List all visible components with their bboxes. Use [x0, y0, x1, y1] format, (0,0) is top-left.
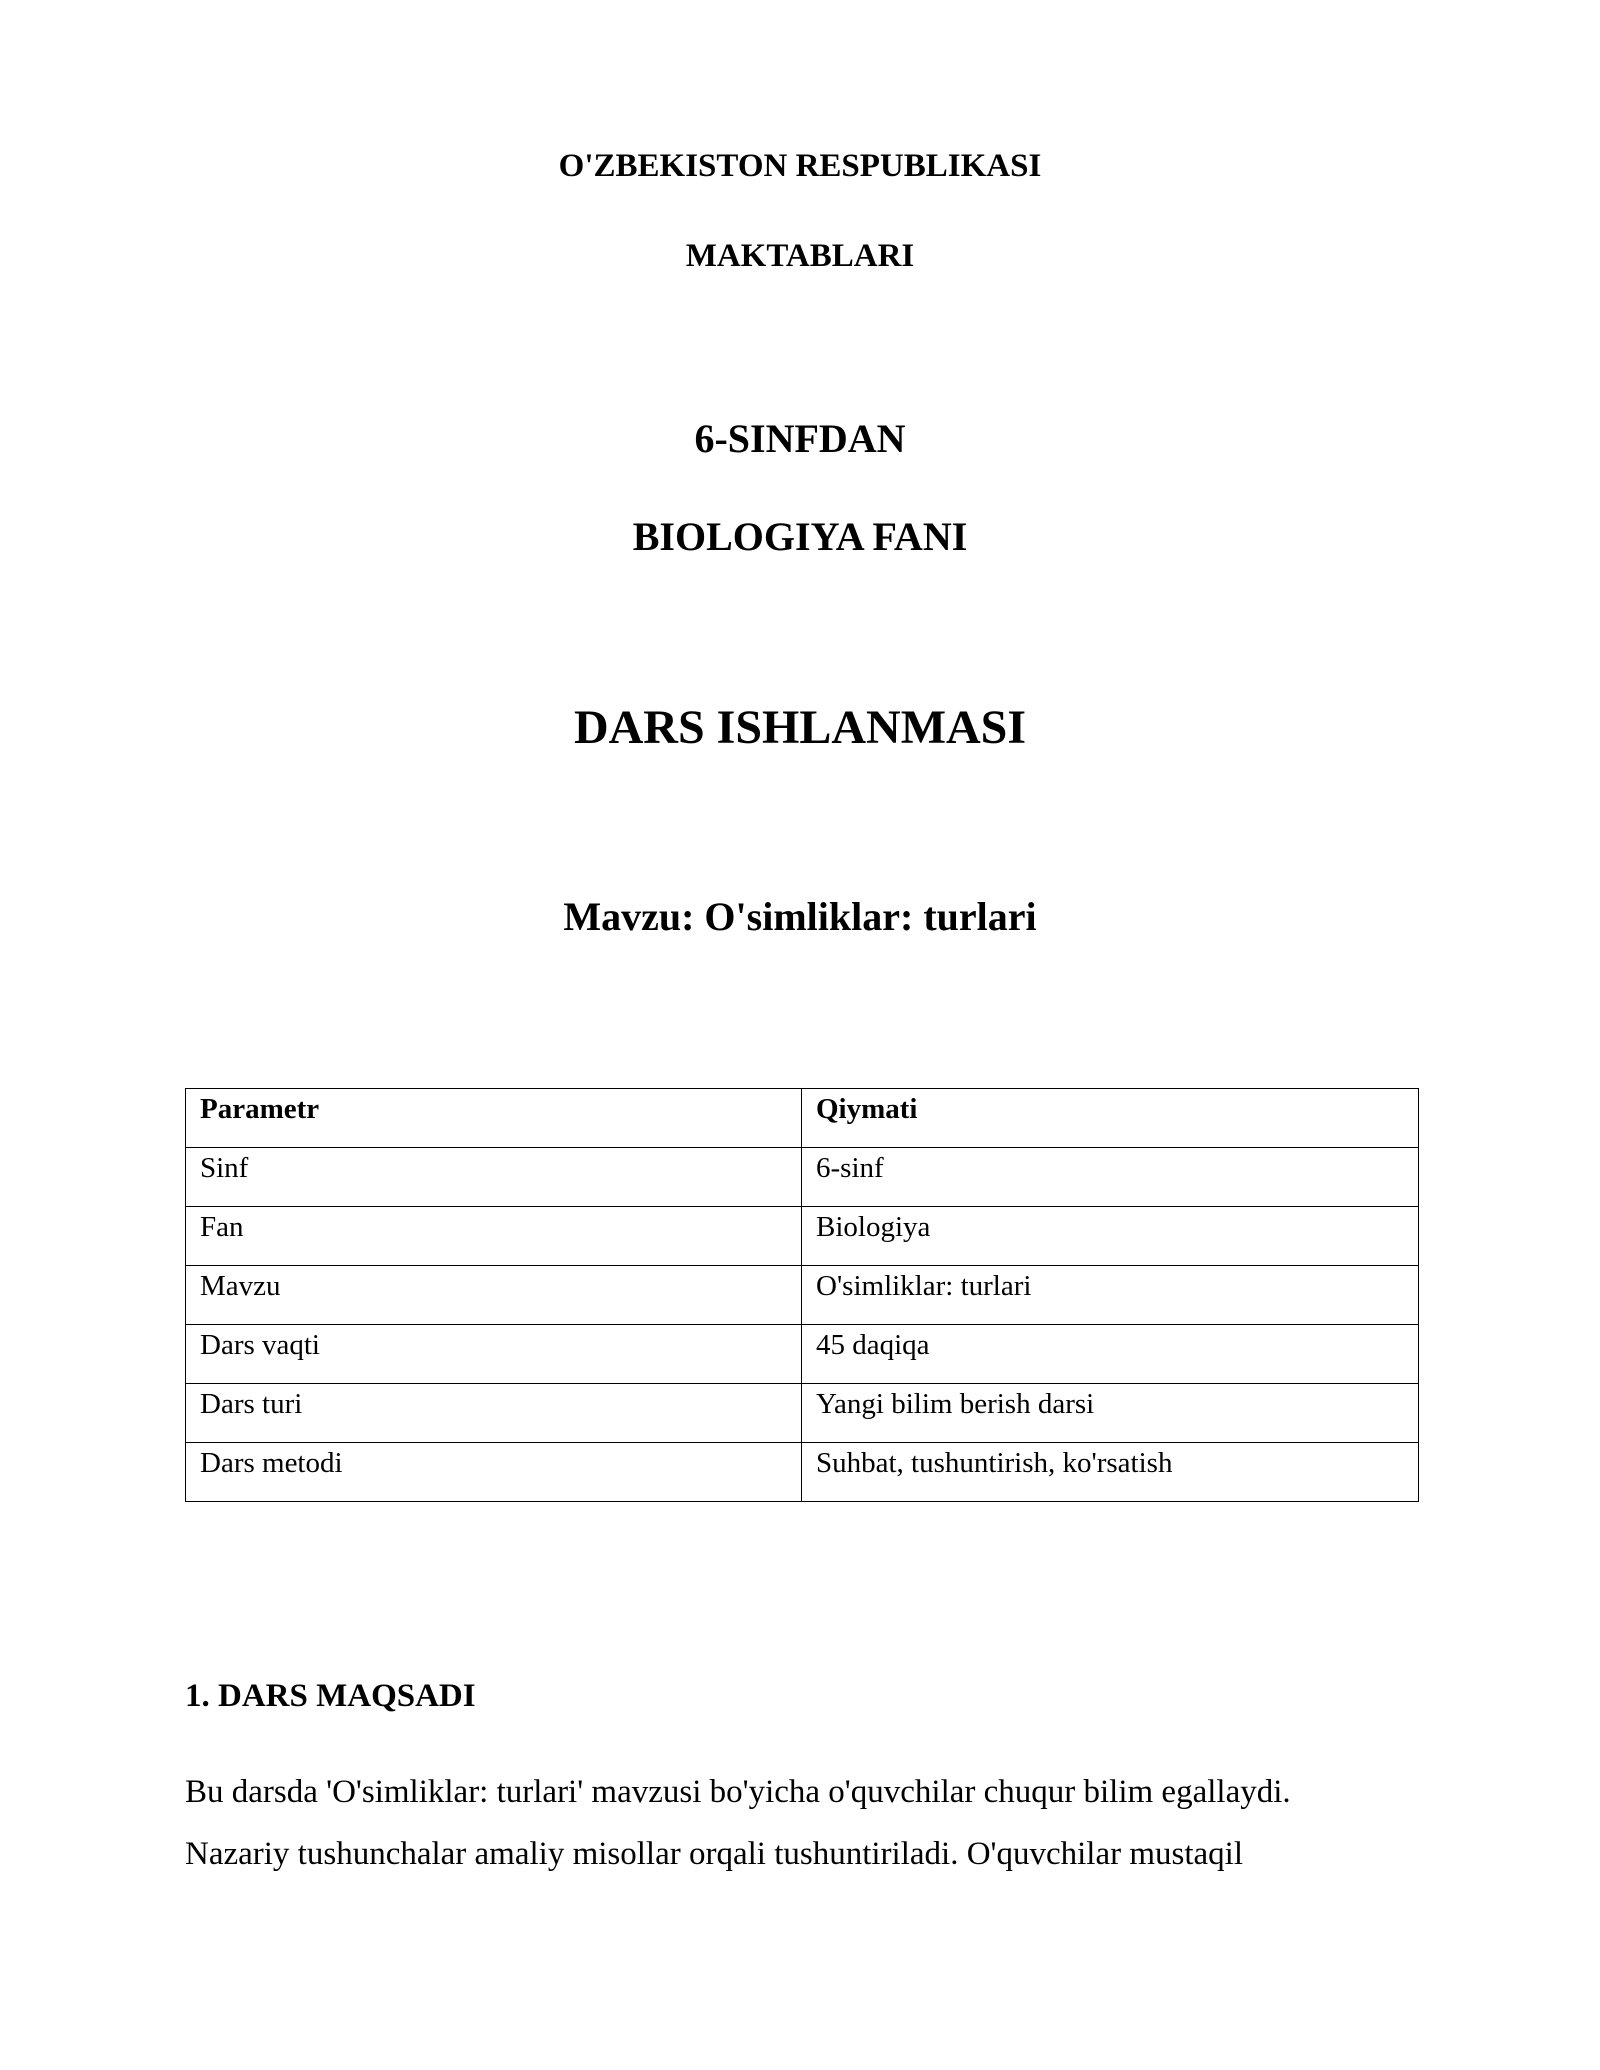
table-header-row: [186, 1089, 1419, 1148]
table-cell: Sinf: [186, 1148, 802, 1207]
table-row: [186, 1207, 1419, 1266]
table-cell: Suhbat, tushuntirish, ko'rsatish: [802, 1443, 1419, 1502]
lesson-topic: Mavzu: O'simliklar: turlari: [563, 894, 1037, 939]
table-cell: 45 daqiqa: [802, 1325, 1419, 1384]
table-cell: 6-sinf: [802, 1148, 1419, 1207]
table-cell: Dars turi: [186, 1384, 802, 1443]
header-grade: 6-SINFDAN: [694, 416, 906, 461]
paragraph-line: Nazariy tushunchalar amaliy misollar orqali tushuntiriladi. O'quvchilar mustaqil: [185, 1836, 1244, 1872]
lesson-info-table: [185, 1088, 1419, 1502]
section-heading: 1. DARS MAQSADI: [185, 1678, 476, 1714]
document-title: DARS ISHLANMASI: [573, 701, 1027, 754]
table-row: [186, 1266, 1419, 1325]
header-subject: BIOLOGIYA FANI: [632, 514, 968, 559]
table-header-cell: Qiymati: [802, 1089, 1419, 1148]
table-cell: Fan: [186, 1207, 802, 1266]
table-cell: Mavzu: [186, 1266, 802, 1325]
table-row: [186, 1443, 1419, 1502]
table-cell: Biologiya: [802, 1207, 1419, 1266]
header-schools: MAKTABLARI: [685, 238, 915, 274]
table-cell: Dars metodi: [186, 1443, 802, 1502]
paragraph-line: Bu darsda 'O'simliklar: turlari' mavzusi bo'yicha o'quvchilar chuqur bilim egallaydi.: [185, 1774, 1291, 1810]
header-country: O'ZBEKISTON RESPUBLIKASI: [558, 148, 1042, 184]
table-row: [186, 1325, 1419, 1384]
table-cell: Yangi bilim berish darsi: [802, 1384, 1419, 1443]
table-cell: Dars vaqti: [186, 1325, 802, 1384]
section-body: [185, 1761, 1425, 1885]
table-row: [186, 1148, 1419, 1207]
table-header-cell: Parametr: [186, 1089, 802, 1148]
table-cell: O'simliklar: turlari: [802, 1266, 1419, 1325]
table-row: [186, 1384, 1419, 1443]
